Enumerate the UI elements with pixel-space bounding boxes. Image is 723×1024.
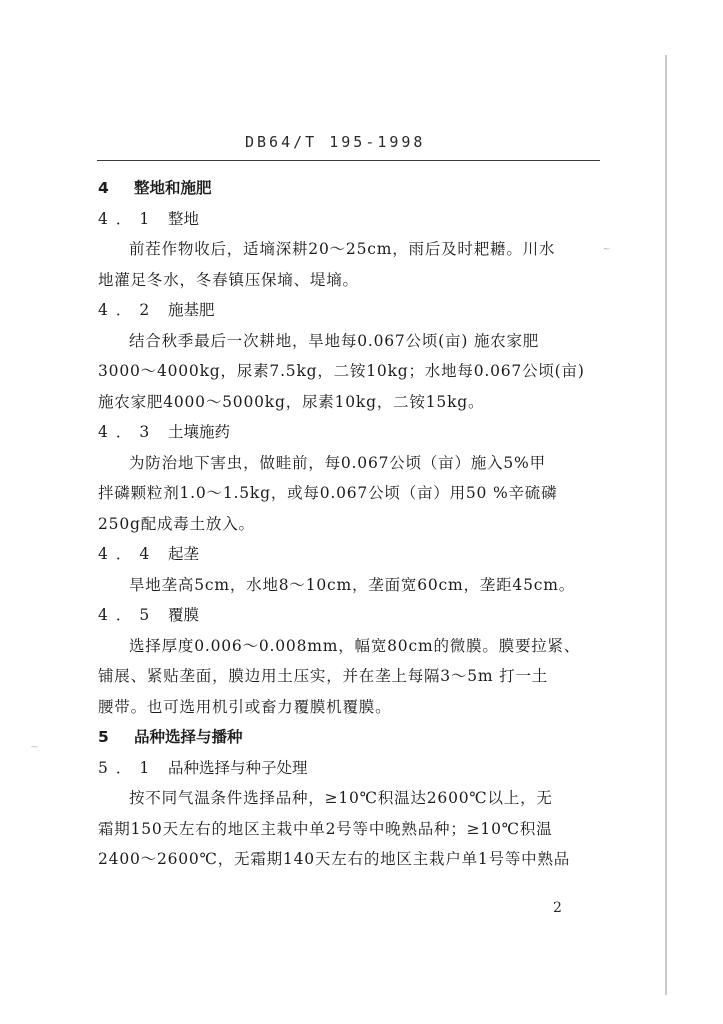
paragraph-line: 为防治地下害虫，做畦前，每0.067公顷（亩）施入5%甲 xyxy=(129,453,546,472)
section-number: 4．4 xyxy=(98,545,158,563)
paragraph-line: 选择厚度0.006～0.008mm，幅宽80cm的微膜。膜要拉紧、 xyxy=(129,636,581,655)
subsection-heading xyxy=(98,753,603,784)
paragraph-line: 施农家肥4000～5000kg，尿素10kg，二铵15kg。 xyxy=(98,392,485,411)
paragraph-line: 2400～2600℃，无霜期140天左右的地区主栽户单1号等中熟品 xyxy=(98,850,571,868)
subsection-heading xyxy=(98,417,603,448)
document-body xyxy=(98,173,603,875)
section-title: 整地和施肥 xyxy=(134,179,212,197)
section-number: 4．2 xyxy=(98,301,158,319)
paragraph-line: 旱地垄高5cm，水地8～10cm，垄面宽60cm，垄距45cm。 xyxy=(129,575,576,594)
paragraph-line: 地灌足冬水，冬春镇压保墒、堤墒。 xyxy=(98,270,359,289)
paragraph-line: 结合秋季最后一次耕地，旱地每0.067公顷(亩) 施农家肥 xyxy=(129,331,540,350)
section-heading xyxy=(98,722,603,753)
page-number: 2 xyxy=(553,900,562,916)
section-title: 品种选择与播种 xyxy=(134,728,243,746)
paragraph-line: 按不同气温条件选择品种，≥10℃积温达2600℃以上，无 xyxy=(129,789,553,807)
section-title: 土壤施药 xyxy=(168,423,231,441)
paragraph-line: 腰带。也可选用机引或畜力覆膜机覆膜。 xyxy=(98,697,392,716)
paragraph-line: 拌磷颗粒剂1.0～1.5kg，或每0.067公顷（亩）用50 %辛硫磷 xyxy=(98,484,558,502)
section-title: 品种选择与种子处理 xyxy=(168,758,308,777)
paragraph-line: 3000～4000kg，尿素7.5kg，二铵10kg；水地每0.067公顷(亩) xyxy=(98,362,585,380)
section-title: 覆膜 xyxy=(168,606,200,624)
paragraph-line: 霜期150天左右的地区主栽中单2号等中晚熟品种；≥10℃积温 xyxy=(98,819,553,838)
scan-smudge: ~ xyxy=(30,740,40,753)
section-number: 5．1 xyxy=(98,758,158,777)
section-title: 起垄 xyxy=(168,545,200,563)
section-number: 4．3 xyxy=(98,423,158,441)
subsection-heading xyxy=(98,539,603,570)
header-rule xyxy=(97,160,600,161)
section-number: 4．5 xyxy=(98,606,158,624)
subsection-heading xyxy=(98,295,603,326)
section-title: 整地 xyxy=(168,209,200,228)
subsection-heading xyxy=(98,204,603,235)
section-heading xyxy=(98,173,603,204)
section-number: 4 xyxy=(98,179,109,197)
section-number: 4．1 xyxy=(98,209,158,228)
section-number: 5 xyxy=(98,728,109,746)
paragraph-line: 前茬作物收后，适墒深耕20～25cm，雨后及时耙耱。川水 xyxy=(129,240,556,258)
section-title: 施基肥 xyxy=(168,301,215,319)
document-code-header: DB64/T 195-1998 xyxy=(245,133,426,151)
paragraph-line: 铺展、紧贴垄面，膜边用土压实，并在垄上每隔3～5m 打一土 xyxy=(98,667,549,685)
scan-smudge: ~ xyxy=(602,242,612,255)
paragraph-line: 250g配成毒土放入。 xyxy=(98,514,255,533)
subsection-heading xyxy=(98,600,603,631)
page-edge-shadow xyxy=(665,55,667,995)
